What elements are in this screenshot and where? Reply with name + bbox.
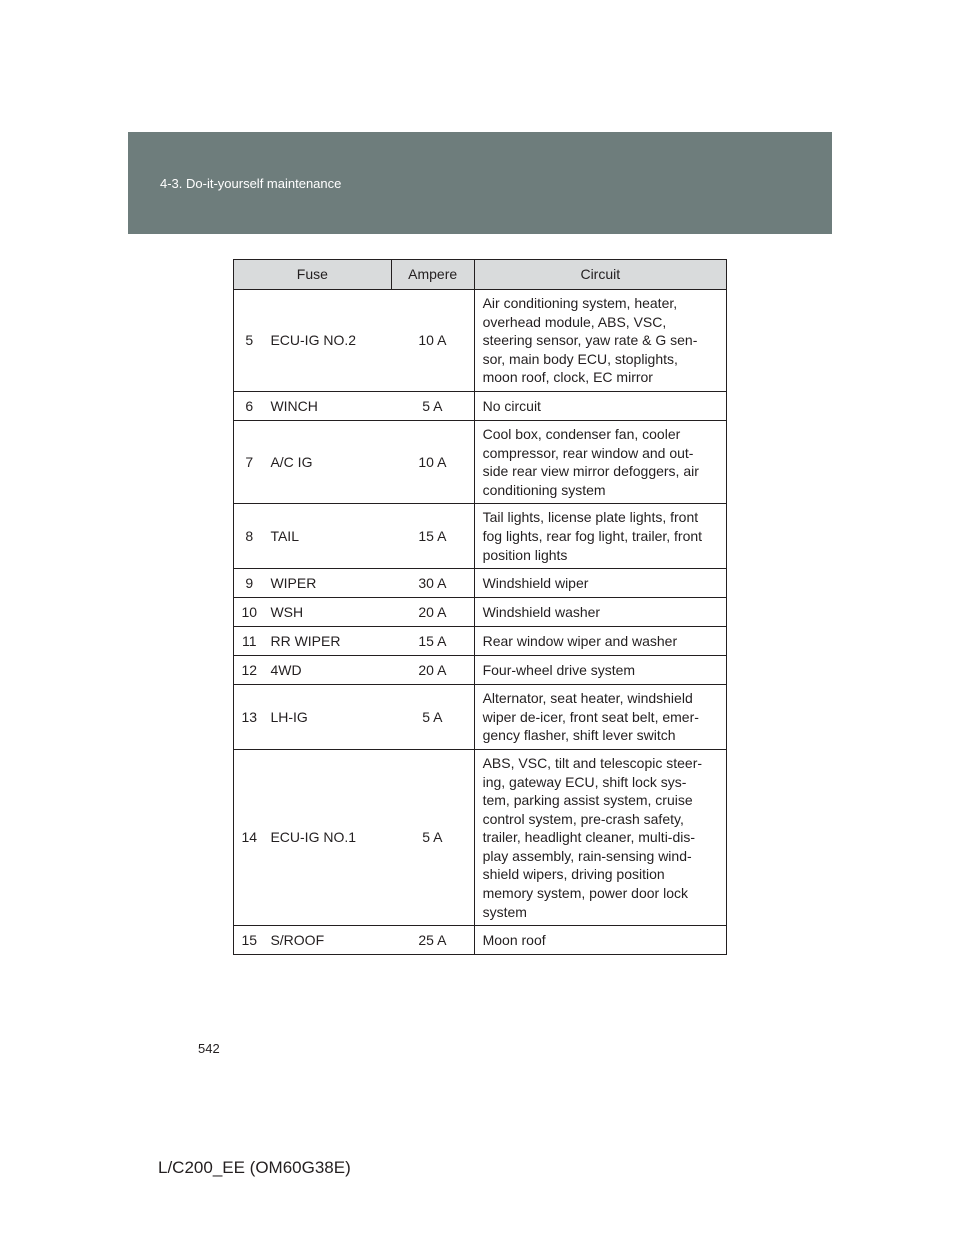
circuit-text-line: Four-wheel drive system [482, 661, 636, 678]
fuse-circuit-cell [474, 627, 726, 656]
fuse-table-row [234, 685, 727, 750]
fuse-number-cell: 15 [234, 926, 265, 955]
circuit-text-line: Tail lights, license plate lights, front [482, 509, 699, 526]
circuit-text-line: Alternator, seat heater, windshield [482, 690, 693, 707]
fuse-table-row [234, 290, 727, 392]
column-header-circuit: Circuit [474, 260, 726, 290]
section-header-band [128, 132, 832, 234]
fuse-name-cell: WINCH [264, 391, 391, 420]
circuit-text-line: side rear view mirror defoggers, air [482, 463, 699, 480]
fuse-name-cell: 4WD [264, 656, 391, 685]
column-header-ampere: Ampere [391, 260, 474, 290]
fuse-circuit-cell [474, 391, 726, 420]
circuit-text-line: memory system, power door lock [482, 885, 688, 902]
circuit-text-line: sor, main body ECU, stoplights, [482, 350, 678, 367]
fuse-ampere-cell: 20 A [391, 656, 474, 685]
fuse-name-cell: ECU-IG NO.2 [264, 290, 391, 392]
fuse-table-header-row [234, 260, 727, 290]
fuse-table-row [234, 749, 727, 925]
circuit-text-line: tem, parking assist system, cruise [482, 792, 693, 809]
fuse-circuit-cell [474, 290, 726, 392]
fuse-circuit-cell [474, 749, 726, 925]
circuit-text-line: ing, gateway ECU, shift lock sys- [482, 773, 687, 790]
fuse-table-row [234, 598, 727, 627]
fuse-circuit-cell [474, 420, 726, 503]
circuit-text-line: gency flasher, shift lever switch [482, 727, 676, 744]
fuse-table-row [234, 504, 727, 569]
circuit-text-line: fog lights, rear fog light, trailer, front [482, 527, 703, 544]
circuit-text-line: Moon roof [482, 931, 546, 948]
fuse-number-cell: 5 [234, 290, 265, 392]
fuse-circuit-cell [474, 656, 726, 685]
circuit-text-line: overhead module, ABS, VSC, [482, 313, 667, 330]
section-title: 4-3. Do-it-yourself maintenance [160, 176, 342, 191]
fuse-name-cell: RR WIPER [264, 627, 391, 656]
fuse-name-cell: WIPER [264, 569, 391, 598]
fuse-circuit-cell [474, 598, 726, 627]
circuit-text-line: shield wipers, driving position [482, 866, 665, 883]
circuit-text-line: system [482, 903, 527, 920]
circuit-text-line: Windshield washer [482, 603, 601, 620]
fuse-table-row [234, 420, 727, 503]
fuse-number-cell: 11 [234, 627, 265, 656]
fuse-circuit-cell [474, 685, 726, 750]
circuit-text-line: control system, pre-crash safety, [482, 810, 684, 827]
page-number: 542 [198, 1041, 220, 1056]
fuse-ampere-cell: 10 A [391, 420, 474, 503]
fuse-number-cell: 13 [234, 685, 265, 750]
fuse-name-cell: TAIL [264, 504, 391, 569]
fuse-number-cell: 7 [234, 420, 265, 503]
fuse-circuit-cell [474, 569, 726, 598]
circuit-text-line: compressor, rear window and out- [482, 444, 694, 461]
circuit-text-line: trailer, headlight cleaner, multi-dis- [482, 829, 696, 846]
fuse-ampere-cell: 5 A [391, 685, 474, 750]
circuit-text-line: ABS, VSC, tilt and telescopic steer- [482, 754, 703, 771]
circuit-text-line: No circuit [482, 397, 541, 414]
fuse-ampere-cell: 20 A [391, 598, 474, 627]
fuse-table-row [234, 391, 727, 420]
fuse-ampere-cell: 5 A [391, 749, 474, 925]
fuse-table-row [234, 627, 727, 656]
fuse-name-cell: S/ROOF [264, 926, 391, 955]
circuit-text-line: Windshield wiper [482, 574, 589, 591]
fuse-number-cell: 9 [234, 569, 265, 598]
fuse-table-row [234, 656, 727, 685]
manual-model-code: L/C200_EE (OM60G38E) [158, 1158, 351, 1177]
fuse-ampere-cell: 15 A [391, 504, 474, 569]
circuit-text-line: Rear window wiper and washer [482, 632, 678, 649]
fuse-circuit-cell [474, 926, 726, 955]
fuse-name-cell: WSH [264, 598, 391, 627]
fuse-name-cell: ECU-IG NO.1 [264, 749, 391, 925]
circuit-text-line: steering sensor, yaw rate & G sen- [482, 332, 698, 349]
fuse-number-cell: 8 [234, 504, 265, 569]
circuit-text-line: wiper de-icer, front seat belt, emer- [482, 708, 699, 725]
circuit-text-line: conditioning system [482, 481, 606, 498]
fuse-table-row [234, 569, 727, 598]
fuse-ampere-cell: 30 A [391, 569, 474, 598]
circuit-text-line: Cool box, condenser fan, cooler [482, 425, 681, 442]
column-header-fuse: Fuse [234, 260, 392, 290]
fuse-name-cell: A/C IG [264, 420, 391, 503]
fuse-ampere-cell: 10 A [391, 290, 474, 392]
circuit-text-line: position lights [482, 546, 568, 563]
fuse-name-cell: LH-IG [264, 685, 391, 750]
fuse-table [233, 259, 727, 955]
fuse-table-row [234, 926, 727, 955]
fuse-number-cell: 10 [234, 598, 265, 627]
circuit-text-line: moon roof, clock, EC mirror [482, 369, 653, 386]
fuse-number-cell: 6 [234, 391, 265, 420]
fuse-ampere-cell: 25 A [391, 926, 474, 955]
circuit-text-line: Air conditioning system, heater, [482, 295, 678, 311]
fuse-number-cell: 12 [234, 656, 265, 685]
circuit-text-line: play assembly, rain-sensing wind- [482, 847, 692, 864]
fuse-number-cell: 14 [234, 749, 265, 925]
fuse-ampere-cell: 15 A [391, 627, 474, 656]
fuse-table-body [234, 290, 727, 955]
fuse-circuit-cell [474, 504, 726, 569]
fuse-ampere-cell: 5 A [391, 391, 474, 420]
